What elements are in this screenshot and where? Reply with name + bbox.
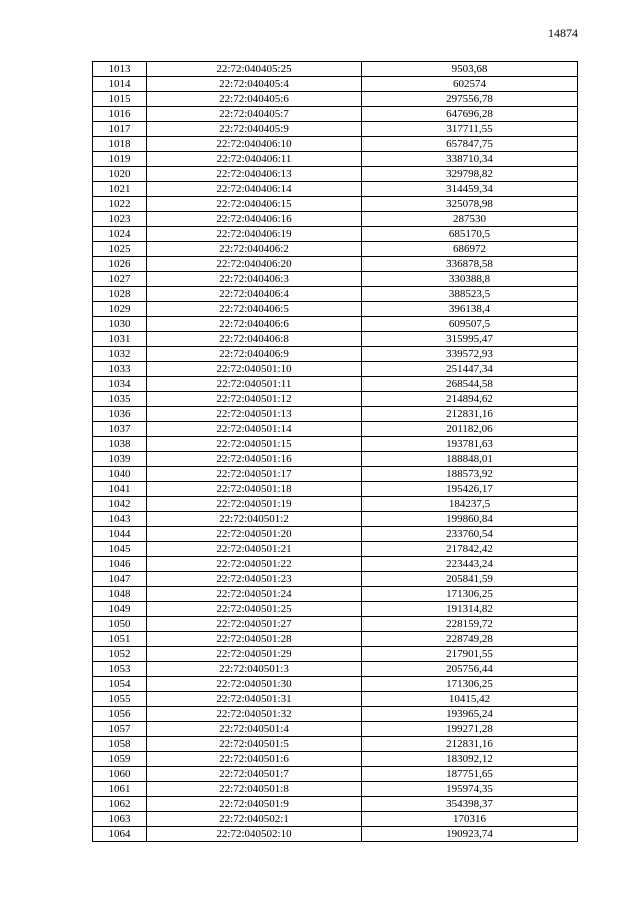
table-row: [93, 707, 578, 722]
table-row: [93, 77, 578, 92]
value-cell: 268544,58: [362, 377, 578, 392]
table-row: [93, 422, 578, 437]
row-number-cell: 1052: [93, 647, 147, 662]
table-row: [93, 827, 578, 842]
value-cell: 317711,55: [362, 122, 578, 137]
cadastral-number-cell: 22:72:040501:14: [147, 422, 362, 437]
cadastral-number-cell: 22:72:040405:25: [147, 62, 362, 77]
row-number-cell: 1047: [93, 572, 147, 587]
cadastral-number-cell: 22:72:040405:9: [147, 122, 362, 137]
row-number-cell: 1048: [93, 587, 147, 602]
row-number-cell: 1063: [93, 812, 147, 827]
table-row: [93, 167, 578, 182]
row-number-cell: 1033: [93, 362, 147, 377]
table-row: [93, 332, 578, 347]
cadastral-number-cell: 22:72:040406:14: [147, 182, 362, 197]
table-row: [93, 122, 578, 137]
table-row: [93, 362, 578, 377]
table-row: [93, 752, 578, 767]
cadastral-number-cell: 22:72:040501:11: [147, 377, 362, 392]
row-number-cell: 1023: [93, 212, 147, 227]
table-row: [93, 257, 578, 272]
row-number-cell: 1038: [93, 437, 147, 452]
cadastral-number-cell: 22:72:040501:22: [147, 557, 362, 572]
cadastral-number-cell: 22:72:040501:17: [147, 467, 362, 482]
cadastral-number-cell: 22:72:040501:10: [147, 362, 362, 377]
table-row: [93, 317, 578, 332]
table-row: [93, 302, 578, 317]
table-row: [93, 272, 578, 287]
cadastral-number-cell: 22:72:040406:5: [147, 302, 362, 317]
value-cell: 212831,16: [362, 737, 578, 752]
cadastral-number-cell: 22:72:040502:1: [147, 812, 362, 827]
row-number-cell: 1017: [93, 122, 147, 137]
row-number-cell: 1046: [93, 557, 147, 572]
cadastral-number-cell: 22:72:040501:23: [147, 572, 362, 587]
row-number-cell: 1037: [93, 422, 147, 437]
row-number-cell: 1034: [93, 377, 147, 392]
table-row: [93, 812, 578, 827]
row-number-cell: 1014: [93, 77, 147, 92]
cadastral-number-cell: 22:72:040406:19: [147, 227, 362, 242]
cadastral-number-cell: 22:72:040501:29: [147, 647, 362, 662]
row-number-cell: 1059: [93, 752, 147, 767]
row-number-cell: 1016: [93, 107, 147, 122]
table-row: [93, 62, 578, 77]
value-cell: 217842,42: [362, 542, 578, 557]
value-cell: 685170,5: [362, 227, 578, 242]
row-number-cell: 1035: [93, 392, 147, 407]
table-row: [93, 482, 578, 497]
value-cell: 193781,63: [362, 437, 578, 452]
cadastral-number-cell: 22:72:040501:9: [147, 797, 362, 812]
table-row: [93, 737, 578, 752]
cadastral-number-cell: 22:72:040405:6: [147, 92, 362, 107]
row-number-cell: 1025: [93, 242, 147, 257]
value-cell: 205841,59: [362, 572, 578, 587]
value-cell: 657847,75: [362, 137, 578, 152]
table-row: [93, 632, 578, 647]
row-number-cell: 1054: [93, 677, 147, 692]
cadastral-number-cell: 22:72:040502:10: [147, 827, 362, 842]
row-number-cell: 1045: [93, 542, 147, 557]
table-row: [93, 782, 578, 797]
value-cell: 325078,98: [362, 197, 578, 212]
table-row: [93, 467, 578, 482]
value-cell: 170316: [362, 812, 578, 827]
cadastral-number-cell: 22:72:040501:6: [147, 752, 362, 767]
table-row: [93, 197, 578, 212]
cadastral-number-cell: 22:72:040501:5: [147, 737, 362, 752]
row-number-cell: 1029: [93, 302, 147, 317]
row-number-cell: 1039: [93, 452, 147, 467]
value-cell: 191314,82: [362, 602, 578, 617]
value-cell: 223443,24: [362, 557, 578, 572]
table-row: [93, 767, 578, 782]
row-number-cell: 1051: [93, 632, 147, 647]
table-row: [93, 722, 578, 737]
value-cell: 609507,5: [362, 317, 578, 332]
table-row: [93, 602, 578, 617]
value-cell: 171306,25: [362, 677, 578, 692]
table-row: [93, 797, 578, 812]
table-row: [93, 107, 578, 122]
value-cell: 10415,42: [362, 692, 578, 707]
table-row: [93, 662, 578, 677]
value-cell: 201182,06: [362, 422, 578, 437]
cadastral-number-cell: 22:72:040501:28: [147, 632, 362, 647]
cadastral-number-cell: 22:72:040406:3: [147, 272, 362, 287]
value-cell: 193965,24: [362, 707, 578, 722]
cadastral-number-cell: 22:72:040406:9: [147, 347, 362, 362]
data-table: [92, 61, 578, 842]
value-cell: 228749,28: [362, 632, 578, 647]
cadastral-number-cell: 22:72:040501:31: [147, 692, 362, 707]
table-row: [93, 572, 578, 587]
cadastral-number-cell: 22:72:040501:18: [147, 482, 362, 497]
row-number-cell: 1031: [93, 332, 147, 347]
value-cell: 217901,55: [362, 647, 578, 662]
table-row: [93, 497, 578, 512]
value-cell: 199271,28: [362, 722, 578, 737]
row-number-cell: 1021: [93, 182, 147, 197]
table-row: [93, 527, 578, 542]
row-number-cell: 1018: [93, 137, 147, 152]
value-cell: 338710,34: [362, 152, 578, 167]
table-row: [93, 677, 578, 692]
table-row: [93, 692, 578, 707]
value-cell: 314459,34: [362, 182, 578, 197]
row-number-cell: 1040: [93, 467, 147, 482]
value-cell: 212831,16: [362, 407, 578, 422]
table-row: [93, 287, 578, 302]
row-number-cell: 1026: [93, 257, 147, 272]
row-number-cell: 1064: [93, 827, 147, 842]
row-number-cell: 1028: [93, 287, 147, 302]
row-number-cell: 1050: [93, 617, 147, 632]
value-cell: 602574: [362, 77, 578, 92]
cadastral-number-cell: 22:72:040405:4: [147, 77, 362, 92]
row-number-cell: 1041: [93, 482, 147, 497]
table-row: [93, 452, 578, 467]
value-cell: 214894,62: [362, 392, 578, 407]
row-number-cell: 1036: [93, 407, 147, 422]
table-row: [93, 182, 578, 197]
table-row: [93, 542, 578, 557]
table-row: [93, 212, 578, 227]
value-cell: 190923,74: [362, 827, 578, 842]
table-row: [93, 377, 578, 392]
value-cell: 188848,01: [362, 452, 578, 467]
table-row: [93, 437, 578, 452]
row-number-cell: 1043: [93, 512, 147, 527]
cadastral-number-cell: 22:72:040406:4: [147, 287, 362, 302]
value-cell: 388523,5: [362, 287, 578, 302]
value-cell: 195974,35: [362, 782, 578, 797]
table-row: [93, 392, 578, 407]
value-cell: 228159,72: [362, 617, 578, 632]
value-cell: 9503,68: [362, 62, 578, 77]
row-number-cell: 1057: [93, 722, 147, 737]
table-body: [93, 62, 578, 842]
cadastral-number-cell: 22:72:040406:16: [147, 212, 362, 227]
cadastral-number-cell: 22:72:040501:8: [147, 782, 362, 797]
value-cell: 315995,47: [362, 332, 578, 347]
row-number-cell: 1058: [93, 737, 147, 752]
table-row: [93, 347, 578, 362]
cadastral-number-cell: 22:72:040406:10: [147, 137, 362, 152]
value-cell: 205756,44: [362, 662, 578, 677]
value-cell: 183092,12: [362, 752, 578, 767]
table-row: [93, 242, 578, 257]
table-row: [93, 407, 578, 422]
table-row: [93, 92, 578, 107]
cadastral-number-cell: 22:72:040501:30: [147, 677, 362, 692]
row-number-cell: 1062: [93, 797, 147, 812]
row-number-cell: 1055: [93, 692, 147, 707]
cadastral-number-cell: 22:72:040501:7: [147, 767, 362, 782]
row-number-cell: 1027: [93, 272, 147, 287]
cadastral-number-cell: 22:72:040406:11: [147, 152, 362, 167]
row-number-cell: 1060: [93, 767, 147, 782]
row-number-cell: 1030: [93, 317, 147, 332]
cadastral-number-cell: 22:72:040406:8: [147, 332, 362, 347]
cadastral-number-cell: 22:72:040501:12: [147, 392, 362, 407]
row-number-cell: 1015: [93, 92, 147, 107]
cadastral-number-cell: 22:72:040501:25: [147, 602, 362, 617]
value-cell: 184237,5: [362, 497, 578, 512]
value-cell: 287530: [362, 212, 578, 227]
value-cell: 330388,8: [362, 272, 578, 287]
row-number-cell: 1042: [93, 497, 147, 512]
cadastral-number-cell: 22:72:040406:20: [147, 257, 362, 272]
cadastral-number-cell: 22:72:040501:16: [147, 452, 362, 467]
table-row: [93, 587, 578, 602]
row-number-cell: 1044: [93, 527, 147, 542]
value-cell: 339572,93: [362, 347, 578, 362]
row-number-cell: 1032: [93, 347, 147, 362]
value-cell: 329798,82: [362, 167, 578, 182]
row-number-cell: 1020: [93, 167, 147, 182]
cadastral-number-cell: 22:72:040501:19: [147, 497, 362, 512]
value-cell: 187751,65: [362, 767, 578, 782]
value-cell: 686972: [362, 242, 578, 257]
row-number-cell: 1049: [93, 602, 147, 617]
cadastral-number-cell: 22:72:040501:24: [147, 587, 362, 602]
cadastral-number-cell: 22:72:040501:21: [147, 542, 362, 557]
table-row: [93, 557, 578, 572]
value-cell: 647696,28: [362, 107, 578, 122]
table-row: [93, 647, 578, 662]
cadastral-number-cell: 22:72:040406:6: [147, 317, 362, 332]
cadastral-number-cell: 22:72:040501:3: [147, 662, 362, 677]
row-number-cell: 1019: [93, 152, 147, 167]
cadastral-number-cell: 22:72:040406:2: [147, 242, 362, 257]
cadastral-number-cell: 22:72:040406:13: [147, 167, 362, 182]
value-cell: 396138,4: [362, 302, 578, 317]
row-number-cell: 1024: [93, 227, 147, 242]
value-cell: 251447,34: [362, 362, 578, 377]
cadastral-number-cell: 22:72:040501:4: [147, 722, 362, 737]
table-row: [93, 512, 578, 527]
cadastral-number-cell: 22:72:040501:2: [147, 512, 362, 527]
value-cell: 233760,54: [362, 527, 578, 542]
page-number: 14874: [548, 26, 578, 40]
row-number-cell: 1061: [93, 782, 147, 797]
value-cell: 336878,58: [362, 257, 578, 272]
cadastral-number-cell: 22:72:040406:15: [147, 197, 362, 212]
row-number-cell: 1022: [93, 197, 147, 212]
row-number-cell: 1053: [93, 662, 147, 677]
value-cell: 354398,37: [362, 797, 578, 812]
value-cell: 199860,84: [362, 512, 578, 527]
table-row: [93, 137, 578, 152]
cadastral-number-cell: 22:72:040501:20: [147, 527, 362, 542]
value-cell: 195426,17: [362, 482, 578, 497]
row-number-cell: 1056: [93, 707, 147, 722]
table-row: [93, 152, 578, 167]
cadastral-number-cell: 22:72:040501:32: [147, 707, 362, 722]
cadastral-number-cell: 22:72:040501:13: [147, 407, 362, 422]
cadastral-number-cell: 22:72:040501:27: [147, 617, 362, 632]
value-cell: 171306,25: [362, 587, 578, 602]
value-cell: 188573,92: [362, 467, 578, 482]
value-cell: 297556,78: [362, 92, 578, 107]
cadastral-number-cell: 22:72:040501:15: [147, 437, 362, 452]
table-row: [93, 617, 578, 632]
table-row: [93, 227, 578, 242]
cadastral-number-cell: 22:72:040405:7: [147, 107, 362, 122]
row-number-cell: 1013: [93, 62, 147, 77]
